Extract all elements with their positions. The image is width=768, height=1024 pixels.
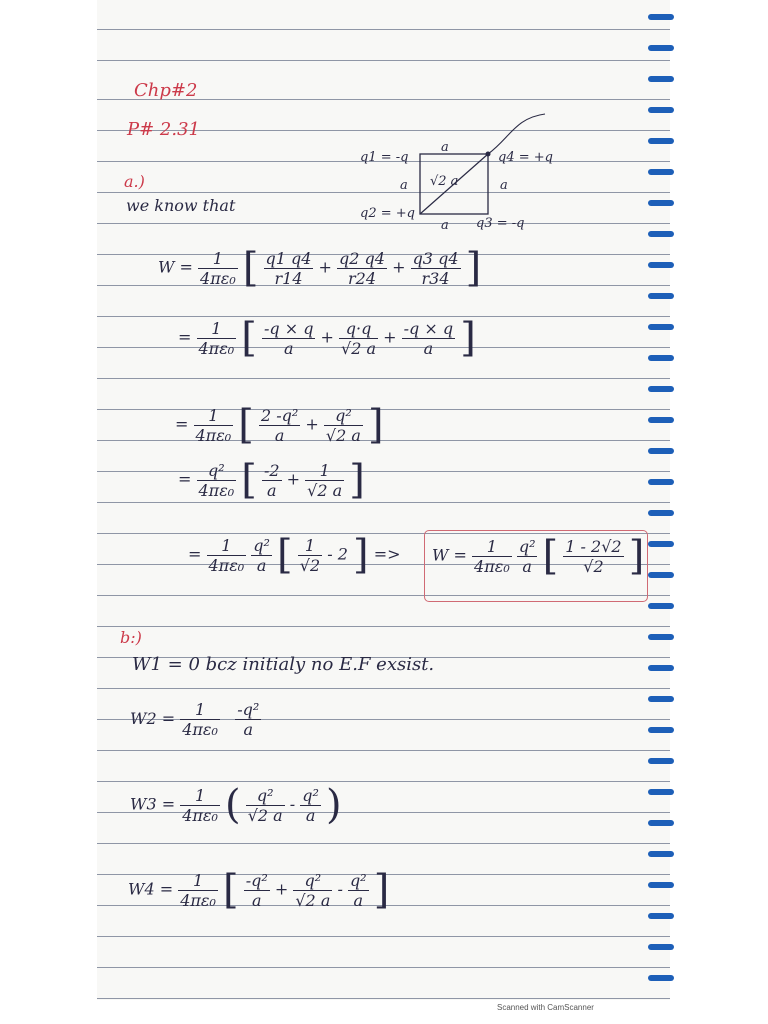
spiral-coil (648, 138, 674, 144)
label-q4: q4 = +q (498, 150, 553, 165)
spiral-coil (648, 386, 674, 392)
spiral-coil (648, 107, 674, 113)
spiral-coil (648, 324, 674, 330)
spiral-coil (648, 851, 674, 857)
equation-work-1: W = $\frac{1}{\text{4πε₀}}$ [ $\frac{q1 q4}{r14}$ + $\frac{q2 q4}{r24}$ + $\frac{q3 q4}{r34}$ ] (158, 245, 482, 291)
scanner-watermark: Scanned with CamScanner (497, 1003, 594, 1012)
spiral-coil (648, 634, 674, 640)
spiral-coil (648, 944, 674, 950)
label-side-bottom: a (441, 218, 449, 233)
spiral-coil (648, 882, 674, 888)
label-side-left: a (400, 178, 408, 193)
spiral-coil (648, 572, 674, 578)
spiral-coil (648, 820, 674, 826)
spiral-coil (648, 293, 674, 299)
spiral-coil (648, 76, 674, 82)
spiral-coil (648, 231, 674, 237)
label-side-top: a (441, 140, 449, 155)
part-b-label: b:) (120, 628, 142, 647)
pointer-curve (488, 114, 545, 154)
spiral-coil (648, 665, 674, 671)
spiral-coil (648, 913, 674, 919)
label-q1: q1 = -q (360, 150, 409, 165)
spiral-coil (648, 758, 674, 764)
spiral-binding (642, 0, 682, 1000)
label-diagonal: √2 a (430, 174, 459, 189)
w1-statement: W1 = 0 bcz initialy no E.F exsist. (132, 654, 435, 675)
spiral-coil (648, 696, 674, 702)
spiral-coil (648, 727, 674, 733)
spiral-coil (648, 45, 674, 51)
equation-work-3: = $\frac{1}{\text{4πε₀}}$ [ $\frac{\text{2 -q²}}{a}$ + $\frac{\text{q²}}{√2 a}$ ] (175, 402, 384, 448)
label-q3: q3 = -q (476, 216, 525, 231)
spiral-coil (648, 200, 674, 206)
equation-work-4: = $\frac{\text{q²}}{\text{4πε₀}}$ [ $\frac{-2}{a}$ + $\frac{1}{√2 a}$ ] (178, 457, 365, 503)
spiral-coil (648, 541, 674, 547)
spiral-coil (648, 448, 674, 454)
lhs: W = (158, 257, 193, 277)
spiral-coil (648, 355, 674, 361)
part-a-label: a.) (124, 172, 145, 191)
equation-w4: W4 = $\frac{1}{\text{4πε₀}}$ [ $\frac{\text{-q²}}{a}$ + $\frac{\text{q²}}{√2 a}$ - $\frac{\text{q²}}{a}$ ] (128, 867, 390, 913)
label-side-right: a (500, 178, 508, 193)
spiral-coil (648, 14, 674, 20)
spiral-coil (648, 975, 674, 981)
label-q2: q2 = +q (360, 206, 415, 221)
spiral-coil (648, 789, 674, 795)
chapter-heading: Chp#2 (134, 80, 198, 101)
spiral-coil (648, 417, 674, 423)
spiral-coil (648, 262, 674, 268)
equation-w3: W3 = $\frac{1}{\text{4πε₀}}$ ( $\frac{\text{q²}}{√2 a}$ - $\frac{\text{q²}}{a}$ ) (130, 782, 342, 828)
equation-w2: W2 = $\frac{1}{\text{4πε₀}}$ $\frac{\text{-q²}}{a}$ (130, 700, 260, 739)
equation-work-2: = $\frac{1}{\text{4πε₀}}$ [ $\frac{-q \times q}{a}$ + $\frac{q\cdot q}{√2 a}$ + $\frac{-q \times q}{a}$ ] (178, 315, 476, 361)
spiral-coil (648, 479, 674, 485)
spiral-coil (648, 169, 674, 175)
answer-equation: W = $\frac{1}{\text{4πε₀}}$ $\frac{\text{q²}}{a}$ [ $\frac{1 - 2√2}{√2}$ ] (432, 533, 645, 579)
intro-text: we know that (126, 196, 236, 215)
spiral-coil (648, 510, 674, 516)
equation-work-5: = $\frac{1}{\text{4πε₀}}$ $\frac{\text{q²}}{a}$ [ $\frac{1}{√2}$ - 2 ] => (188, 532, 401, 578)
problem-heading: P# 2.31 (127, 119, 200, 140)
implies-arrow: => (373, 544, 401, 564)
spiral-coil (648, 603, 674, 609)
